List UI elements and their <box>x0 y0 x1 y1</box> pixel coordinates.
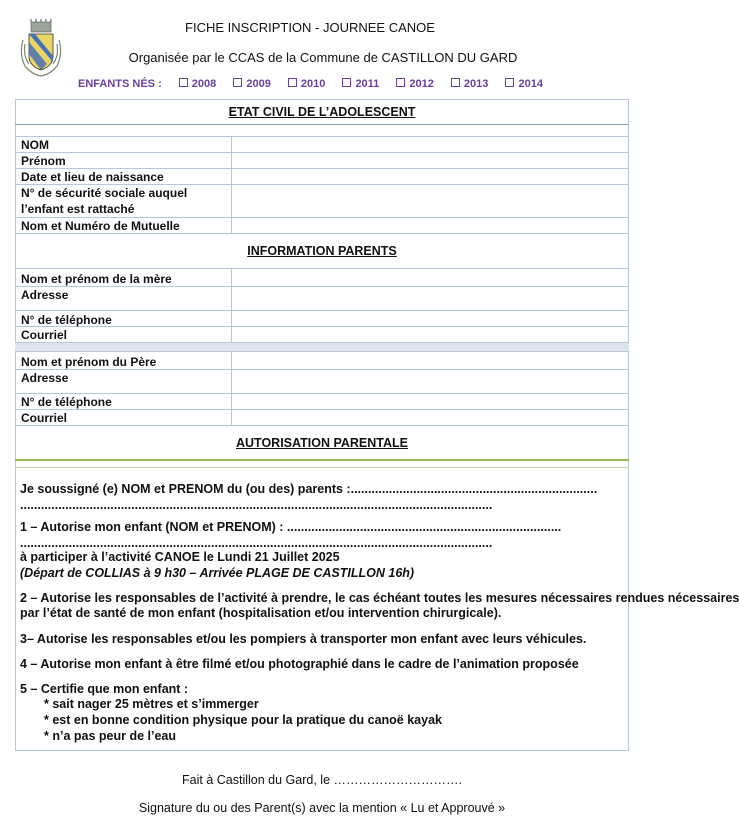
field-label-secu-1: N° de sécurité sociale auquel <box>21 186 188 200</box>
field-label-mother-address: Adresse <box>21 288 69 302</box>
section-title-etat-civil: ETAT CIVIL DE L’ADOLESCENT <box>228 105 416 119</box>
auth-dots-line: ........................................................................................................................................ <box>20 498 493 512</box>
table-row <box>15 286 629 287</box>
auth-item-5: 5 – Certifie que mon enfant : <box>20 682 189 696</box>
auth-item-4: 4 – Autorise mon enfant à être filmé et/ou photographié dans le cadre de l’animation proposée <box>20 657 579 671</box>
field-label-secu-2: l’enfant est rattaché <box>21 202 135 216</box>
table-row <box>15 369 629 370</box>
year-checkbox-2009[interactable]: 2009 <box>233 78 270 90</box>
section-divider <box>15 467 629 468</box>
section-title-autorisation: AUTORISATION PARENTALE <box>236 436 408 450</box>
field-label-father-email: Courriel <box>21 411 68 425</box>
auth-item-2b: par l’état de santé de mon enfant (hospitalisation et/ou intervention chirurgicale). <box>20 606 502 620</box>
parents-separator <box>15 343 629 351</box>
year-checkbox-2011[interactable]: 2011 <box>342 78 379 90</box>
field-label-mother-phone: N° de téléphone <box>21 313 112 327</box>
field-label-father-phone: N° de téléphone <box>21 395 112 409</box>
table-row <box>15 233 629 234</box>
checkbox-icon <box>342 78 351 87</box>
auth-item-1: 1 – Autorise mon enfant (NOM et PRENOM) : ............................................................................... <box>20 520 562 534</box>
auth-bullet-water: * n’a pas peur de l’eau <box>44 729 176 743</box>
section-divider <box>15 459 629 461</box>
children-born-label: ENFANTS NÉS : <box>78 78 162 90</box>
auth-depart-line: (Départ de COLLIAS à 9 h30 – Arrivée PLAGE DE CASTILLON 16h) <box>20 566 415 580</box>
year-checkbox-2008[interactable]: 2008 <box>179 78 216 90</box>
auth-bullet-swim: * sait nager 25 mètres et s’immerger <box>44 697 259 711</box>
column-divider <box>231 268 232 342</box>
table-row <box>15 168 629 169</box>
table-row <box>15 393 629 394</box>
year-checkbox-2013[interactable]: 2013 <box>451 78 488 90</box>
column-divider <box>231 351 232 425</box>
birth-years-selector <box>78 78 543 90</box>
checkbox-icon <box>233 78 242 87</box>
checkbox-icon <box>396 78 405 87</box>
auth-soussigne-line: Je soussigné (e) NOM et PRENOM du (ou des) parents :....................................................................... <box>20 482 598 496</box>
year-checkbox-2010[interactable]: 2010 <box>288 78 325 90</box>
form-subtitle: Organisée par le CCAS de la Commune de CASTILLON DU GARD <box>128 50 518 65</box>
fait-a-line: Fait à Castillon du Gard, le …………………………. <box>182 773 462 787</box>
form-title: FICHE INSCRIPTION - JOURNEE CANOE <box>185 20 435 35</box>
field-label-naissance: Date et lieu de naissance <box>21 170 164 184</box>
table-row <box>15 351 629 352</box>
field-label-mutuelle: Nom et Numéro de Mutuelle <box>21 219 180 233</box>
year-checkbox-2012[interactable]: 2012 <box>396 78 433 90</box>
field-label-father-address: Adresse <box>21 371 69 385</box>
year-checkbox-2014[interactable]: 2014 <box>505 78 542 90</box>
section-divider <box>15 124 629 125</box>
checkbox-icon <box>179 78 188 87</box>
table-row <box>15 136 629 137</box>
auth-item-2a: 2 – Autorise les responsables de l’activité à prendre, le cas échéant toutes les mesures nécessaires rendues nécessaires <box>20 591 739 605</box>
auth-participer-line: à participer à l’activité CANOE le Lundi 21 Juillet 2025 <box>20 550 340 564</box>
table-row <box>15 184 629 185</box>
table-row <box>15 310 629 311</box>
authorization-text-block <box>15 470 739 750</box>
checkbox-icon <box>505 78 514 87</box>
table-row <box>15 425 629 426</box>
field-label-mother-email: Courriel <box>21 328 68 342</box>
column-divider <box>231 136 232 233</box>
auth-item-3: 3– Autorise les responsables et/ou les pompiers à transporter mon enfant avec leurs véhicules. <box>20 632 587 646</box>
table-row <box>15 268 629 269</box>
checkbox-icon <box>451 78 460 87</box>
auth-dots-line: ........................................................................................................................................ <box>20 536 493 550</box>
town-crest-logo <box>19 20 63 78</box>
field-label-nom: NOM <box>21 138 49 152</box>
field-label-prenom: Prénom <box>21 154 66 168</box>
table-row <box>15 409 629 410</box>
auth-bullet-fitness: * est en bonne condition physique pour la pratique du canoë kayak <box>44 713 442 727</box>
section-title-parents: INFORMATION PARENTS <box>247 244 397 258</box>
table-row <box>15 152 629 153</box>
field-label-mother-name: Nom et prénom de la mère <box>21 272 172 286</box>
field-label-father-name: Nom et prénom du Père <box>21 355 157 369</box>
signature-line: Signature du ou des Parent(s) avec la mention « Lu et Approuvé » <box>138 801 506 815</box>
table-row <box>15 217 629 218</box>
checkbox-icon <box>288 78 297 87</box>
